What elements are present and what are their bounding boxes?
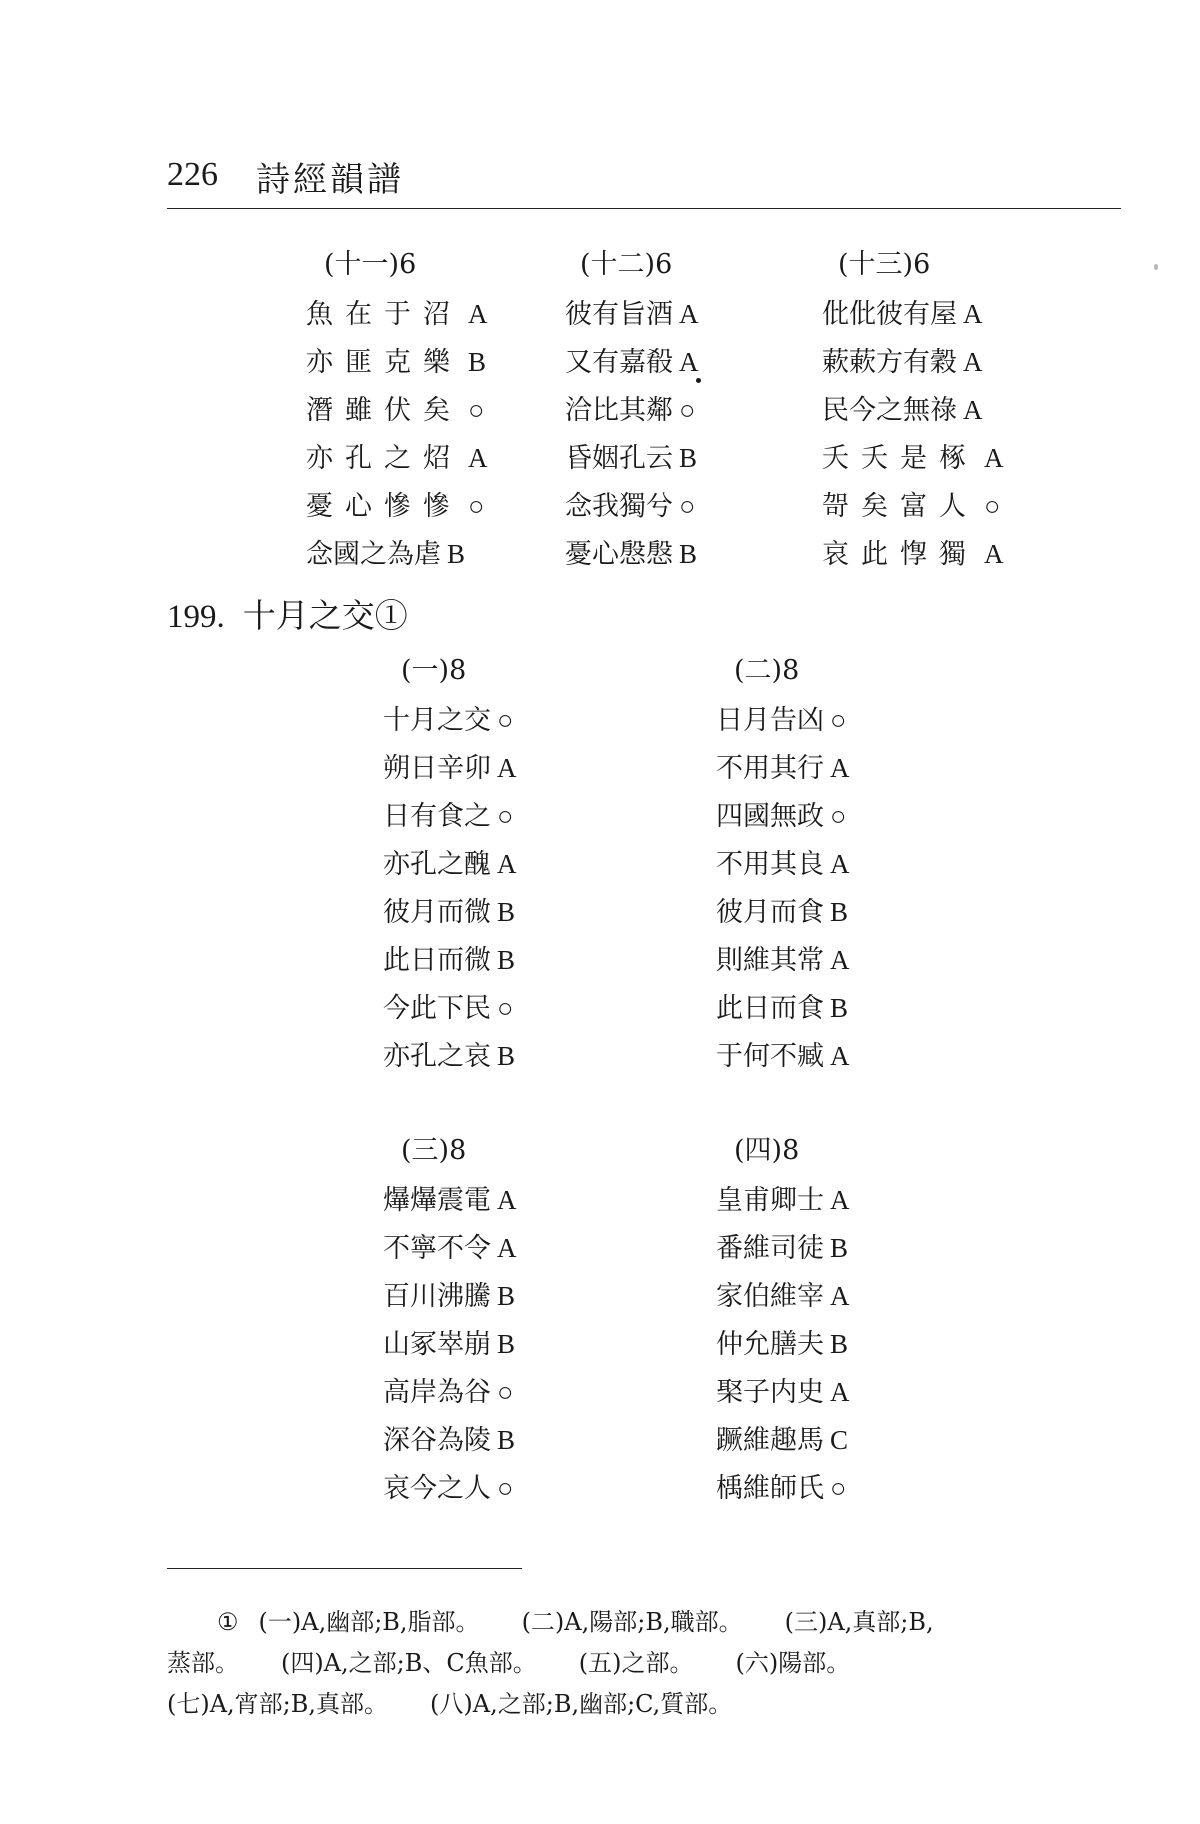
line-text: 哀此惸獨 xyxy=(822,539,978,570)
rhyme-mark: A xyxy=(830,1041,850,1071)
line-text: 山冢崒崩 xyxy=(383,1329,491,1360)
rhyme-mark: ○ xyxy=(984,491,1001,521)
line-text: 彼有旨酒 xyxy=(565,299,673,330)
rhyme-mark: ○ xyxy=(468,491,485,521)
line-text: 仳仳彼有屋 xyxy=(822,299,957,330)
line-text: 哿矣富人 xyxy=(822,491,978,522)
rhyme-mark: B xyxy=(830,993,849,1023)
rhyme-mark: A xyxy=(497,753,517,783)
line-text: 棸子内史 xyxy=(716,1377,824,1408)
verse-line xyxy=(716,936,850,984)
rhyme-mark: A xyxy=(963,299,983,329)
stanza-label: (四)8 xyxy=(734,1135,800,1166)
rhyme-mark: B xyxy=(830,1233,849,1263)
rhyme-mark: A xyxy=(497,849,517,879)
footnote xyxy=(167,1602,1121,1725)
verse-line xyxy=(383,840,517,888)
rhyme-mark: ○ xyxy=(497,1377,514,1407)
verse-line xyxy=(383,1320,517,1368)
verse-line xyxy=(716,1464,850,1512)
line-text: 日月告凶 xyxy=(716,705,824,736)
line-text: 于何不臧 xyxy=(716,1041,824,1072)
footnote-entry: (四)A,之部;B、C魚部。 xyxy=(281,1649,537,1677)
rhyme-mark: B xyxy=(830,1329,849,1359)
rhyme-mark: C xyxy=(830,1425,849,1455)
rhyme-mark: A xyxy=(830,1281,850,1311)
rhyme-mark: A xyxy=(984,443,1004,473)
rhyme-mark: A xyxy=(830,1185,850,1215)
line-text: 念國之為虐 xyxy=(306,539,441,570)
line-text: 家伯維宰 xyxy=(716,1281,824,1312)
verse-line xyxy=(565,386,699,434)
line-text: 仲允膳夫 xyxy=(716,1329,824,1360)
rhyme-mark: ○ xyxy=(830,801,847,831)
rhyme-mark: ○ xyxy=(679,491,696,521)
footnote-entry: (五)之部。 xyxy=(578,1649,694,1677)
verse-line xyxy=(565,482,699,530)
rhyme-mark: B xyxy=(830,897,849,927)
rhyme-mark: B xyxy=(497,1425,516,1455)
line-text: 爗爗震電 xyxy=(383,1185,491,1216)
line-text: 不用其良 xyxy=(716,849,824,880)
verse-line xyxy=(383,1224,517,1272)
verse-line xyxy=(822,530,1004,578)
line-text: 朔日辛卯 xyxy=(383,753,491,784)
footnote-line xyxy=(167,1602,1121,1643)
footnote-line xyxy=(167,1684,1121,1725)
footnote-marker: ① xyxy=(217,1608,239,1636)
line-text: 此日而微 xyxy=(383,945,491,976)
poem-title xyxy=(167,590,408,637)
rhyme-mark: B xyxy=(497,897,516,927)
line-text: 洽比其鄰 xyxy=(565,395,673,426)
line-text: 百川沸騰 xyxy=(383,1281,491,1312)
verse-line xyxy=(716,840,850,888)
line-text: 皇甫卿士 xyxy=(716,1185,824,1216)
rhyme-mark: B xyxy=(497,1281,516,1311)
verse-line xyxy=(716,1368,850,1416)
footnote-divider xyxy=(167,1568,522,1569)
verse-line xyxy=(565,434,699,482)
poem-number: 199. xyxy=(167,599,225,635)
line-text: 彼月而食 xyxy=(716,897,824,928)
line-text: 憂心慇慇 xyxy=(565,539,673,570)
rhyme-mark: ○ xyxy=(679,395,696,425)
line-text: 日有食之 xyxy=(383,801,491,832)
verse-line xyxy=(383,744,517,792)
rhyme-mark: A xyxy=(497,1185,517,1215)
stanza-label: (十一)6 xyxy=(324,249,417,280)
verse-line xyxy=(565,338,699,386)
verse-line xyxy=(716,744,850,792)
verse-line xyxy=(306,338,488,386)
footnote-entry: (三)A,真部;B, xyxy=(784,1608,934,1636)
line-text: 蔌蔌方有穀 xyxy=(822,347,957,378)
running-header xyxy=(167,148,1121,209)
stanza-1 xyxy=(383,646,517,1080)
stanza-label: (十二)6 xyxy=(580,249,673,280)
verse-line xyxy=(565,530,699,578)
verse-line xyxy=(716,1176,850,1224)
verse-line xyxy=(383,984,517,1032)
line-text: 四國無政 xyxy=(716,801,824,832)
stanza-label: (一)8 xyxy=(401,655,467,686)
rhyme-mark: B xyxy=(497,1041,516,1071)
verse-line xyxy=(822,482,1004,530)
verse-line xyxy=(716,1416,850,1464)
footnote-entry: (二)A,陽部;B,職部。 xyxy=(521,1608,743,1636)
verse-line xyxy=(306,482,488,530)
rhyme-mark: ○ xyxy=(830,705,847,735)
rhyme-mark: ○ xyxy=(497,801,514,831)
rhyme-mark: B xyxy=(679,443,698,473)
footnote-entry: (七)A,宵部;B,真部。 xyxy=(167,1690,389,1718)
rhyme-mark: ○ xyxy=(497,705,514,735)
verse-line xyxy=(822,338,1004,386)
rhyme-mark: A xyxy=(984,539,1004,569)
verse-line xyxy=(383,792,517,840)
rhyme-mark: A xyxy=(830,1377,850,1407)
verse-line xyxy=(383,1368,517,1416)
verse-line xyxy=(565,290,699,338)
verse-line xyxy=(383,1176,517,1224)
verse-line xyxy=(716,1224,850,1272)
verse-line xyxy=(383,888,517,936)
verse-line xyxy=(383,1416,517,1464)
line-text: 此日而食 xyxy=(716,993,824,1024)
line-text: 亦匪克樂 xyxy=(306,347,462,378)
verse-line xyxy=(306,434,488,482)
rhyme-mark: B xyxy=(497,1329,516,1359)
rhyme-mark: B xyxy=(497,945,516,975)
stanza-13 xyxy=(822,240,1004,578)
stanza-label: (二)8 xyxy=(734,655,800,686)
verse-line xyxy=(716,792,850,840)
line-text: 憂心慘慘 xyxy=(306,491,462,522)
footnote-entry: (六)陽部。 xyxy=(735,1649,851,1677)
line-text: 不用其行 xyxy=(716,753,824,784)
line-text: 夭夭是椓 xyxy=(822,443,978,474)
verse-line xyxy=(383,936,517,984)
verse-line xyxy=(716,984,850,1032)
rhyme-mark: ○ xyxy=(497,993,514,1023)
verse-line xyxy=(306,290,488,338)
line-text: 彼月而微 xyxy=(383,897,491,928)
line-text: 亦孔之炤 xyxy=(306,443,462,474)
footnote-entry: 蒸部。 xyxy=(167,1649,239,1677)
rhyme-mark: ○ xyxy=(468,395,485,425)
line-text: 則維其常 xyxy=(716,945,824,976)
verse-line xyxy=(716,1320,850,1368)
scan-speck xyxy=(1154,264,1158,270)
stanza-2 xyxy=(716,646,850,1080)
verse-line xyxy=(822,434,1004,482)
rhyme-mark: B xyxy=(468,347,487,377)
stanza-11 xyxy=(306,240,488,578)
line-text: 深谷為陵 xyxy=(383,1425,491,1456)
line-text: 昏姻孔云 xyxy=(565,443,673,474)
rhyme-mark: A xyxy=(963,347,983,377)
verse-line xyxy=(716,888,850,936)
line-text: 番維司徒 xyxy=(716,1233,824,1264)
stanza-4 xyxy=(716,1126,850,1512)
stanza-label: (十三)6 xyxy=(838,249,931,280)
rhyme-mark: A xyxy=(468,299,488,329)
line-text: 念我獨兮 xyxy=(565,491,673,522)
verse-line xyxy=(822,386,1004,434)
rhyme-mark: A xyxy=(830,945,850,975)
footnote-entry: (一)A,幽部;B,脂部。 xyxy=(258,1608,480,1636)
page-number: 226 xyxy=(167,156,218,193)
verse-line xyxy=(306,386,488,434)
rhyme-mark: A xyxy=(497,1233,517,1263)
rhyme-mark: A xyxy=(830,849,850,879)
line-text: 高岸為谷 xyxy=(383,1377,491,1408)
line-text: 又有嘉殽 xyxy=(565,347,673,378)
verse-line xyxy=(383,1464,517,1512)
emphasis-dot xyxy=(696,378,701,383)
stanza-3 xyxy=(383,1126,517,1512)
line-text: 魚在于沼 xyxy=(306,299,462,330)
verse-line xyxy=(716,696,850,744)
stanza-12 xyxy=(565,240,699,578)
rhyme-mark: B xyxy=(447,539,466,569)
line-text: 蹶維趣馬 xyxy=(716,1425,824,1456)
book-title: 詩經韻譜 xyxy=(256,160,404,200)
rhyme-mark: A xyxy=(468,443,488,473)
rhyme-mark: A xyxy=(679,347,699,377)
line-text: 今此下民 xyxy=(383,993,491,1024)
verse-line xyxy=(383,1272,517,1320)
rhyme-mark: ○ xyxy=(830,1473,847,1503)
footnote-entry: (八)A,之部;B,幽部;C,質部。 xyxy=(430,1690,733,1718)
line-text: 十月之交 xyxy=(383,705,491,736)
stanza-label: (三)8 xyxy=(401,1135,467,1166)
verse-line xyxy=(716,1272,850,1320)
rhyme-mark: ○ xyxy=(497,1473,514,1503)
line-text: 不寧不令 xyxy=(383,1233,491,1264)
line-text: 潛雖伏矣 xyxy=(306,395,462,426)
poem-title-text: 十月之交① xyxy=(242,596,408,635)
line-text: 楀維師氏 xyxy=(716,1473,824,1504)
rhyme-mark: B xyxy=(679,539,698,569)
verse-line xyxy=(306,530,488,578)
line-text: 民今之無祿 xyxy=(822,395,957,426)
verse-line xyxy=(822,290,1004,338)
rhyme-mark: A xyxy=(830,753,850,783)
verse-line xyxy=(383,696,517,744)
line-text: 亦孔之醜 xyxy=(383,849,491,880)
verse-line xyxy=(716,1032,850,1080)
line-text: 亦孔之哀 xyxy=(383,1041,491,1072)
footnote-line xyxy=(167,1643,1121,1684)
rhyme-mark: A xyxy=(963,395,983,425)
verse-line xyxy=(383,1032,517,1080)
line-text: 哀今之人 xyxy=(383,1473,491,1504)
rhyme-mark: A xyxy=(679,299,699,329)
